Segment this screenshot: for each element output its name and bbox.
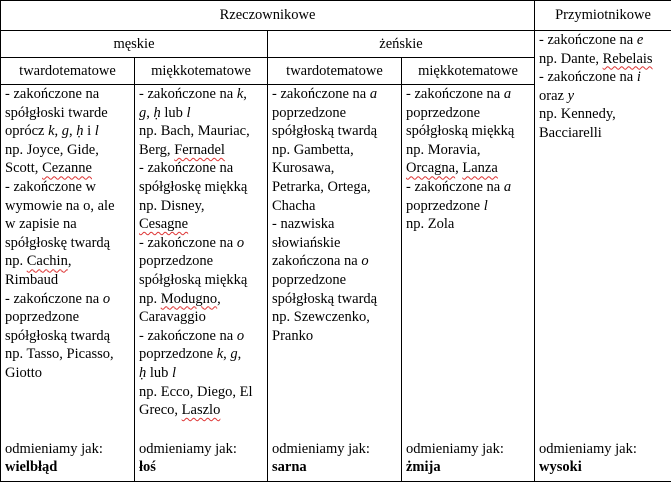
rule-line: oraz y	[539, 87, 575, 104]
fem-soft-rules	[406, 85, 530, 234]
rule-line: np. Moravia,	[406, 141, 481, 158]
rule-line: - zakończone na o	[5, 290, 111, 307]
masc-hard-cell	[1, 85, 135, 482]
rule-line: - zakończone na	[139, 160, 234, 177]
masc-soft-inflection	[139, 440, 263, 481]
rule-line: oprócz k, g, ḥ i l	[5, 123, 99, 140]
rule-line: poprzedzone k, g,	[139, 346, 242, 363]
rule-line: Pranko	[272, 327, 314, 344]
rule-line: Orcagna, Lanza	[406, 160, 498, 177]
rule-line: Greco, Laszlo	[139, 402, 221, 419]
rule-line: np. Kennedy,	[539, 106, 616, 123]
rule-line: - zakończone na a	[406, 86, 512, 102]
fem-hard-cell	[268, 85, 402, 482]
inflect-label: odmieniamy jak:	[406, 440, 504, 457]
rule-line: poprzedzone l	[406, 197, 488, 214]
rule-line: Giotto	[5, 364, 43, 381]
rule-line: - zakończone na	[5, 86, 100, 102]
inflect-word: wysoki	[539, 459, 582, 476]
rule-line: w zapisie na	[5, 216, 77, 233]
fem-hard-rules	[272, 85, 397, 345]
rule-line: - nazwiska	[272, 216, 335, 233]
rule-line: spółgłoskę miękką	[139, 178, 248, 195]
header-masc-soft: miękkotematowe	[135, 58, 268, 85]
rule-line: np. Zola	[406, 216, 455, 233]
rule-line: spółgłoskę twardą	[5, 234, 111, 251]
rule-line: Petrarka, Ortega,	[272, 178, 371, 195]
inflect-label: odmieniamy jak:	[272, 440, 370, 457]
rule-line: np. Szewczenko,	[272, 309, 370, 326]
rule-line: spółgłoską miękką	[139, 271, 248, 288]
inflect-word: wielbłąd	[5, 459, 58, 476]
rule-line: poprzedzone	[272, 104, 347, 121]
rule-line: wymowie na o, ale	[5, 197, 115, 214]
rule-line: Kurosawa,	[272, 160, 335, 177]
masc-soft-cell	[135, 85, 268, 482]
rule-line: - zakończone na k,	[139, 86, 247, 102]
fem-hard-inflection	[272, 440, 397, 481]
adjective-inflection	[539, 440, 667, 481]
header-feminine: żeńskie	[268, 31, 535, 58]
rule-line: np. Dante, Rebelais	[539, 50, 653, 67]
inflect-word: łoś	[139, 459, 156, 476]
rule-line: Rimbaud	[5, 271, 59, 288]
rule-line: słowiańskie	[272, 234, 341, 251]
rule-line: - zakończone w	[5, 178, 96, 195]
rule-line: np. Disney,	[139, 197, 205, 214]
rule-line: spółgłoski twarde	[5, 104, 108, 121]
rule-line: poprzedzone	[406, 104, 481, 121]
rule-line: poprzedzone	[5, 309, 80, 326]
header-nouns: Rzeczownikowe	[1, 1, 535, 31]
inflect-word: żmija	[406, 459, 441, 476]
rule-line: Berg, Fernadel	[139, 141, 225, 158]
rule-line: poprzedzone	[139, 253, 214, 270]
rule-line: np. Gambetta,	[272, 141, 354, 158]
rule-line: np. Joyce, Gide,	[5, 141, 99, 158]
header-fem-hard: twardotematowe	[268, 58, 402, 85]
rule-line: spółgłoską miękką	[406, 123, 515, 140]
rule-line: - zakończone na a	[406, 178, 512, 195]
rule-line: - zakończone na o	[139, 234, 245, 251]
rule-line: ḥ lub l	[139, 364, 177, 381]
adjective-cell	[535, 31, 671, 482]
rule-line: - zakończone na a	[272, 86, 378, 102]
rule-line: np. Tasso, Picasso,	[5, 346, 114, 363]
inflect-label: odmieniamy jak:	[139, 440, 237, 457]
masc-hard-rules	[5, 85, 130, 383]
rule-line: spółgłoską twardą	[5, 327, 111, 344]
rule-line: Cesagne	[139, 216, 189, 233]
rule-line: np. Modugno,	[139, 290, 221, 307]
header-masc-hard: twardotematowe	[1, 58, 135, 85]
inflect-label: odmieniamy jak:	[539, 440, 637, 457]
adjective-rules	[539, 31, 667, 143]
rule-line: spółgłoską twardą	[272, 290, 378, 307]
header-fem-soft: miękkotematowe	[402, 58, 535, 85]
rule-line: np. Cachin,	[5, 253, 72, 270]
inflect-word: sarna	[272, 459, 307, 476]
rule-line: zakończona na o	[272, 253, 369, 270]
rule-line: - zakończone na i	[539, 69, 641, 86]
inflect-label: odmieniamy jak:	[5, 440, 103, 457]
fem-soft-inflection	[406, 440, 530, 481]
rule-line: Caravaggio	[139, 309, 206, 326]
fem-soft-cell	[402, 85, 535, 482]
rule-line: - zakończone na e	[539, 32, 644, 48]
rule-line: Chacha	[272, 197, 316, 214]
rule-line: g, ḥ lub l	[139, 104, 191, 121]
rule-line: spółgłoską twardą	[272, 123, 378, 140]
header-adjectives: Przymiotnikowe	[535, 1, 671, 31]
rule-line: np. Bach, Mauriac,	[139, 123, 250, 140]
rule-line: - zakończone na o	[139, 327, 245, 344]
rule-line: np. Ecco, Diego, El	[139, 383, 253, 400]
masc-soft-rules	[139, 85, 263, 420]
rule-line: Bacciarelli	[539, 124, 602, 141]
header-masculine: męskie	[1, 31, 268, 58]
rule-line: poprzedzone	[272, 271, 347, 288]
rule-line: Scott, Cezanne	[5, 160, 92, 177]
masc-hard-inflection	[5, 440, 130, 481]
